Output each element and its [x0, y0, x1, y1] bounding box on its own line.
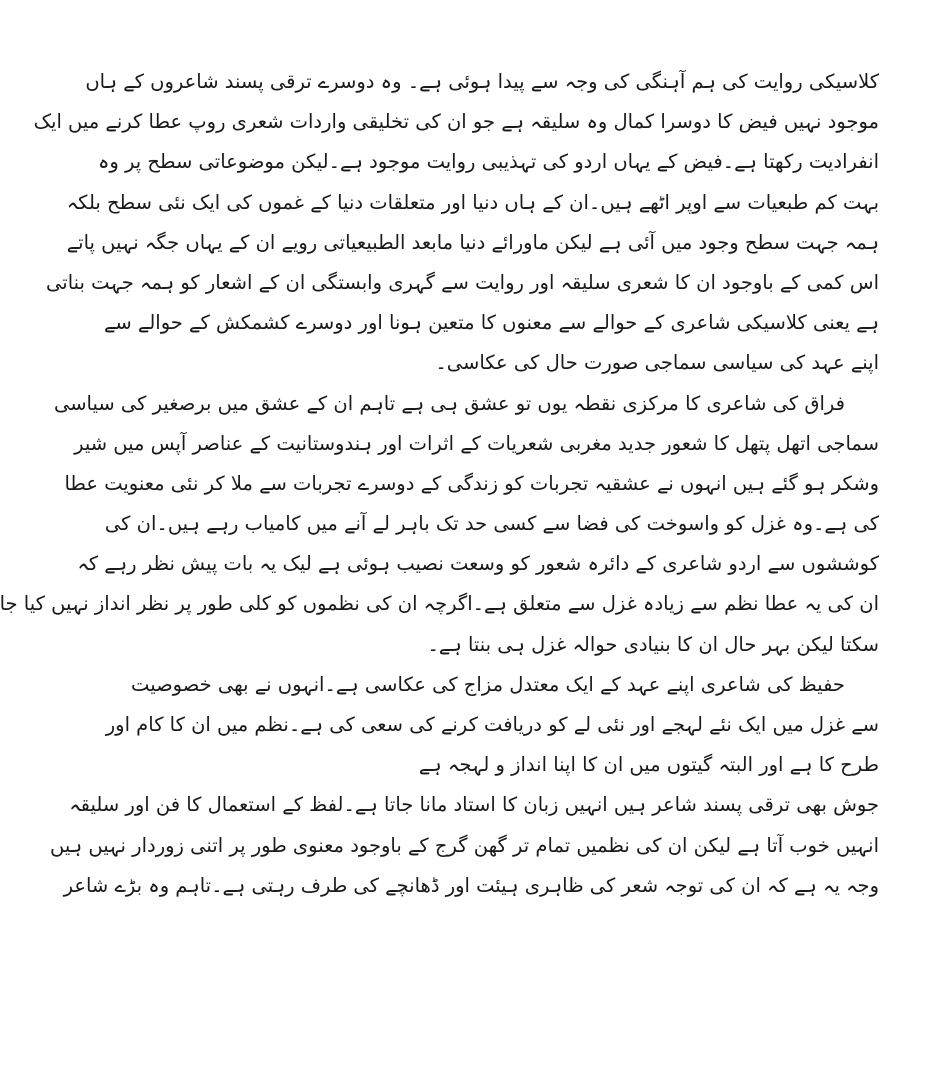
- text-line: ہمہ جہت سطح وجود میں آئی ہے لیکن ماورائے دنیا مابعد الطبیعیاتی رویے ان کے یہاں جگہ نہیں پاتے: [66, 230, 879, 254]
- text-line: ان کی یہ عطا نظم سے زیادہ غزل سے متعلق ہے۔اگرچہ ان کی نظموں کو کلی طور پر نظر انداز نہیں کیا جا: [0, 592, 879, 616]
- text-line: وشکر ہو گئے ہیں انہوں نے عشقیہ تجربات کو زندگی کے دوسرے تجربات سے ملا کر نئی معنویت عطا: [64, 471, 879, 495]
- text-line: کلاسیکی روایت کی ہم آہنگی کی وجہ سے پیدا ہوئی ہے۔ وہ دوسرے ترقی پسند شاعروں کے ہاں: [85, 70, 879, 93]
- text-line: سے غزل میں ایک نئے لہجے اور نئی لے کو دریافت کرنے کی سعی کی ہے۔نظم میں ان کا کام اور: [105, 713, 879, 736]
- text-line: اس کمی کے باوجود ان کا شعری سلیقہ اور روایت سے گہری وابستگی ان کے اشعار کو ہمہ جہت بناتی: [46, 270, 879, 294]
- text-line: کوششوں سے اردو شاعری کے دائرہ شعور کو وسعت نصیب ہوئی ہے لیک یہ بات پیش نظر رہے کہ: [77, 552, 879, 576]
- document-page: [0, 62, 879, 906]
- paragraph-faiz: [33, 62, 879, 384]
- text-line: اپنے عہد کی سیاسی سماجی صورت حال کی عکاسی۔: [435, 351, 879, 375]
- paragraph-hafeez: [105, 665, 879, 786]
- text-line: انفرادیت رکھتا ہے۔فیض کے یہاں اردو کی تہذیبی روایت موجود ہے۔لیکن موضوعاتی سطح پر وہ: [98, 150, 879, 174]
- text-line: طرح کا ہے اور البتہ گیتوں میں ان کا اپنا انداز و لہجہ ہے: [418, 753, 879, 777]
- text-line: وجہ یہ ہے کہ ان کی توجہ شعر کی ظاہری ہیئت اور ڈھانچے کی طرف رہتی ہے۔تاہم وہ بڑے شاعر: [63, 873, 879, 897]
- text-line: کی ہے۔وہ غزل کو واسوخت کی فضا سے کسی حد تک باہر لے آنے میں کامیاب رہے ہیں۔ان کی: [104, 512, 879, 536]
- text-line: سماجی اتھل پتھل کا شعور جدید مغربی شعریات کے اثرات اور ہندوستانیت کے عناصر آپس میں شیر: [74, 431, 879, 455]
- paragraph-firaq: [0, 384, 879, 665]
- text-line: سکتا لیکن بہر حال ان کا بنیادی حوالہ غزل ہی بنتا ہے۔: [427, 632, 879, 656]
- text-line: حفیظ کی شاعری اپنے عہد کے ایک معتدل مزاج کی عکاسی ہے۔انہوں نے بھی خصوصیت: [131, 672, 845, 696]
- text-line: انہیں خوب آتا ہے لیکن ان کی نظمیں تمام تر گھن گرج کے باوجود معنوی طور پر اتنی زوردار نہیں ہیں: [50, 833, 879, 857]
- text-line: جوش بھی ترقی پسند شاعر ہیں انہیں زبان کا استاد مانا جاتا ہے۔لفظ کے استعمال کا فن اور سلیقہ: [69, 793, 879, 817]
- text-line: ہے یعنی کلاسیکی شاعری کے حوالے سے معنوں کا متعین ہونا اور دوسرے کشمکش کے حوالے سے: [103, 311, 879, 335]
- text-line: فراق کی شاعری کا مرکزی نقطہ یوں تو عشق ہی ہے تاہم ان کے عشق میں برصغیر کی سیاسی: [53, 391, 845, 415]
- text-line: موجود نہیں فیض کا دوسرا کمال وہ سلیقہ ہے جو ان کی تخلیقی واردات شعری روپ عطا کرنے میں ایک: [33, 110, 879, 134]
- text-line: بہت کم طبعیات سے اوپر اٹھے ہیں۔ان کے ہاں دنیا اور متعلقات دنیا کے غموں کی ایک نئی سطح بلکہ: [66, 190, 879, 214]
- paragraph-josh: [50, 785, 879, 906]
